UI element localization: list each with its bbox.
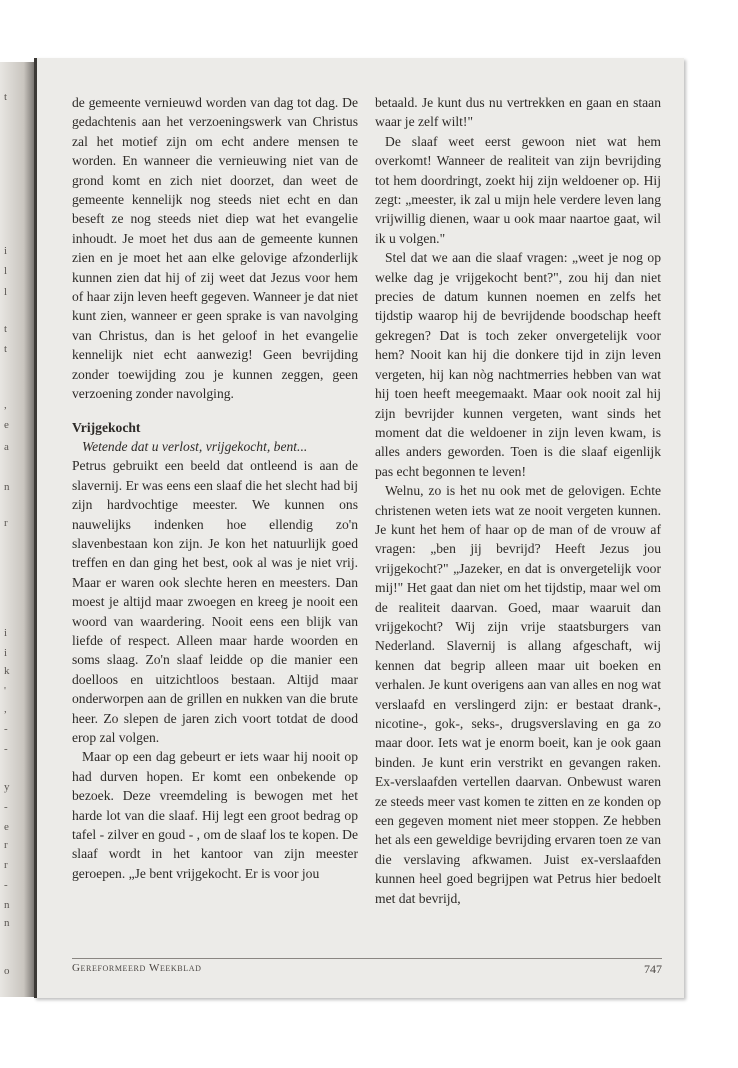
margin-glyph: n [4,917,10,929]
margin-glyph: ' [4,685,6,697]
margin-glyph: r [4,859,8,871]
margin-glyph: - [4,743,8,755]
margin-glyph: e [4,821,9,833]
margin-glyph: r [4,839,8,851]
left-paragraph-1: de gemeente vernieuwd worden van dag tot dag. De gedachtenis aan het verzoeningswerk van Christus zal het motief zijn om echt andere mensen te worden. En wanneer die vernieuwing niet van de grond komt en zich niet doorzet, dan weet de gemeente kennelijk nog steeds niet echt en dan beseft ze nog steeds niet diep wat het evangelie inhoudt. Je moet het dus aan de gemeente kunnen zien en je moet het aan elke gelovige afzonderlijk kunnen zien dat hij of zij weet dat Jezus voor hem of haar zijn leven heeft gegeven. Wanneer je dat niet kunt zien, wanneer er geen sprake is van navolging van Christus, dan is het geloof in het evangelie kennelijk niet echt aanwezig! Geen bevrijding zonder toewijding zou je kunnen zeggen, geen verzoening zonder navolging. [72,95,358,402]
margin-glyph: n [4,899,10,911]
page-number: 747 [644,962,662,976]
margin-glyph: y [4,781,10,793]
margin-glyph: i [4,627,8,639]
left-paragraph-2: Petrus gebruikt een beeld dat ontleend is aan de slavernij. Er was eens een slaaf die het slecht had bij zijn hardvochtige meester. We kunnen ons nauwelijks indenken hoe ellendig zo'n slavenbestaan kon zijn. Je kon het natuurlijk goed treffen en dan ging het best, ook al was je niet vrij. Maar er waren ook slechte heren en meesters. Dan moest je altijd maar zwoegen en kreeg je nooit een woord van waardering. Nooit eens een blijk van liefde of respect. Alleen maar harde woorden en soms slaag. Zo'n slaaf leidde op die manier een doelloos en uitzichtloos bestaan. Altijd maar onderworpen aan de grillen en nukken van die brute heer. Zo slepen de jaren zich voort totdat de dood erop zal volgen. [72,458,358,745]
margin-glyph: l [4,286,8,298]
margin-glyph: o [4,965,10,977]
section-subheading: Wetende dat u verlost, vrijgekocht, bent... [82,438,308,454]
right-paragraph-4: Welnu, zo is het nu ook met de gelovigen. Echte christenen weten iets wat ze nooit vergeten kunnen. Je kunt het hem of haar op de man of de vrouw af vragen: „ben jij bevrijd? Heeft Jezus jou vrijgekocht?" „Jazeker, en dat is onvergetelijk voor mij!" Het gaat dan niet om het tijdstip, maar wel om de realiteit daarvan. Goed, maar waaruit dan vrijgekocht? Wij zijn vrije staatsburgers van Nederland. Slavernij is allang afgeschaft, wij kennen dat begrip alleen maar uit boeken en verhalen. Je kunt overigens aan van alles en nog wat verslaafd en verslingerd zijn: er bestaat drank-, nicotine-, gok-, seks-, drugsverslaving en ga zo maar door. Iets wat je enorm boeit, kan je ook gaan binden. Je kunt erin verstrikt en gevangen raken. Ex-verslaafden vertellen daarvan. Onbewust waren ze steeds meer vast komen te zitten en ze konden op een gegeven moment niet meer stoppen. Ze hebben het als een geweldige bevrijding ervaren toen ze van die verslaving afkwamen. Juist ex-verslaafden kunnen heel goed begrijpen wat Petrus hier bedoelt met dat bevrijd, [375,483,661,906]
margin-glyph: , [4,703,7,715]
section-heading: Vrijgekocht [72,419,141,435]
right-paragraph-2: De slaaf weet eerst gewoon niet wat hem overkomt! Wanneer de realiteit van zijn bevrijding tot hem doordringt, zoekt hij zijn weldoener op. Hij zegt: „meester, ik zal u mijn hele verdere leven lang vrijwillig dienen, waar u ook maar naartoe gaat, wil ik u volgen." [375,133,661,246]
margin-glyph: e [4,419,9,431]
right-paragraph-3: Stel dat we aan die slaaf vragen: „weet je nog op welke dag je vrijgekocht bent?", zou hij dan niet precies de datum kunnen noemen en zelfs het tijdstip waarop hij de bevrijdende boodschap heeft gekregen? Dat is toch zeker onvergetelijk voor hem? Nooit kan hij die donkere tijd in zijn leven vergeten, hij kan nòg nachtmerries hebben van wat hij toen heeft meegemaakt. Maar ook nooit zal hij zijn bevrijder kunnen vergeten, want sinds het moment dat die weldoener in zijn leven kwam, is alles anders geworden. Toen is die slaaf eigenlijk pas echt begonnen te leven! [375,250,661,479]
margin-glyph: r [4,517,8,529]
margin-glyph: a [4,441,9,453]
margin-glyph: l [4,265,8,277]
right-paragraph-1: betaald. Je kunt dus nu vertrekken en gaan en staan waar je zelf wilt!" [375,95,661,130]
margin-glyph: - [4,723,8,735]
margin-glyph: - [4,879,8,891]
page-gutter [34,58,37,998]
margin-glyph: t [4,343,8,355]
publication-name: Gereformeerd Weekblad [72,962,202,974]
footer-divider [72,958,662,959]
margin-glyph: k [4,665,10,677]
right-column [375,93,661,908]
margin-glyph: i [4,245,8,257]
margin-glyph: i [4,647,8,659]
left-column [72,93,358,883]
margin-glyph: t [4,91,8,103]
margin-glyph: t [4,323,8,335]
margin-glyph: - [4,801,8,813]
margin-glyph: , [4,399,7,411]
margin-glyph: n [4,481,10,493]
left-paragraph-3: Maar op een dag gebeurt er iets waar hij nooit op had durven hopen. Er komt een onbekende op bezoek. Deze vreemdeling is bewogen met het harde lot van die slaaf. Hij legt een groot bedrag op tafel - zilver en goud - , om de slaaf los te kopen. De slaaf wordt in het kantoor van zijn meester geroepen. „Je bent vrijgekocht. Er is voor jou [72,749,358,881]
previous-page-edge [0,62,34,997]
